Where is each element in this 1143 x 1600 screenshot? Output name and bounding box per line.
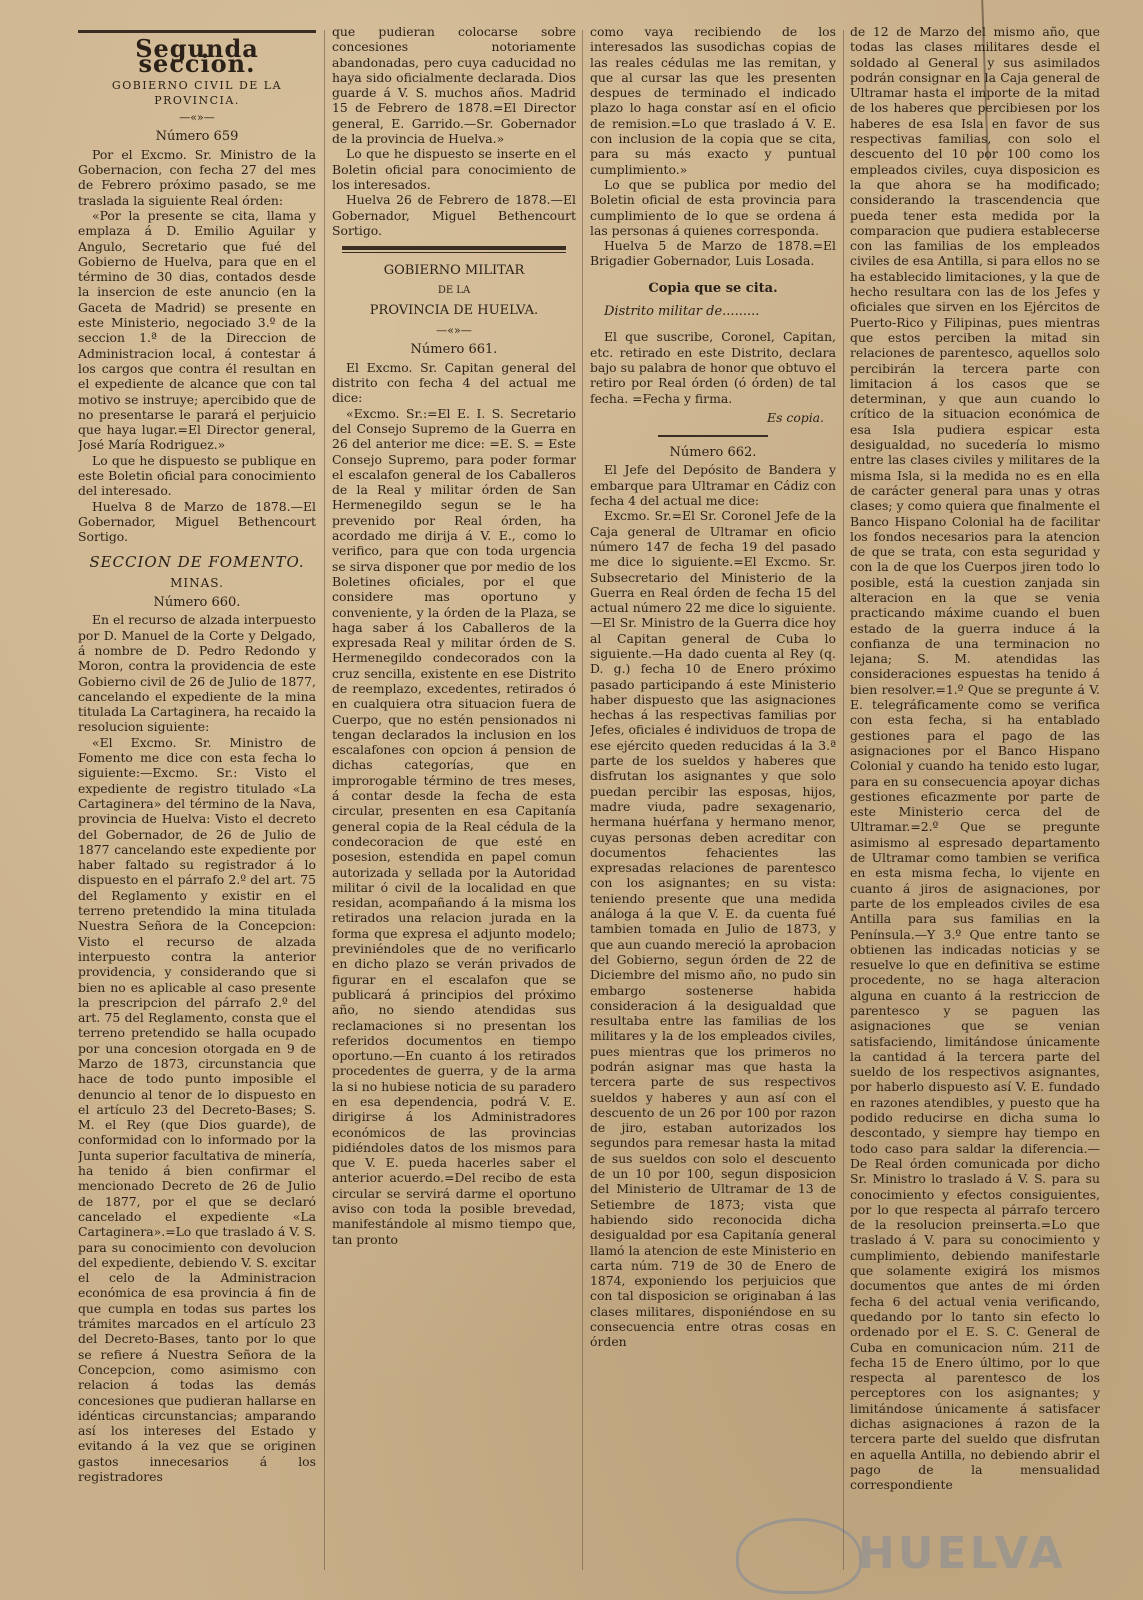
paragraph: El que suscribe, Coronel, Capitan, etc. retirado en este Distrito, declara bajo su palabra de honor que obtuvo el retiro por Real órden (ó órden) de tal fecha. =Fecha y firma. [590, 329, 836, 406]
fomento-title: SECCION DE FOMENTO. [89, 552, 305, 571]
paragraph: El Excmo. Sr. Capitan general del distrito con fecha 4 del actual me dice: [332, 359, 576, 406]
column-2 [332, 24, 576, 1584]
signature: Huelva 26 de Febrero de 1878.—El Gobernador, Miguel Bethencourt Sortigo. [332, 192, 576, 238]
paragraph: En el recurso de alzada interpuesto por D. Manuel de la Corte y Delgado, á nombre de D. Pedro Redondo y Moron, contra la providencia de este Gobierno civil de 26 de Julio de 1877, cancelando el expediente de la mina titulada La Cartaginera, ha recaido la resolucion siguiente: [78, 612, 316, 735]
ornament: —«»— [179, 111, 215, 125]
divider-rule [342, 252, 566, 253]
signature: Huelva 5 de Marzo de 1878.=El Brigadier Gobernador, Luis Losada. [590, 238, 836, 269]
paragraph: Por el Excmo. Sr. Ministro de la Gobernacion, con fecha 27 del mes de Febrero próximo pasado, se me traslada la siguiente Real órden: [78, 146, 316, 208]
newspaper-page [68, 10, 1108, 1590]
paragraph: Excmo. Sr.=El Sr. Coronel Jefe de la Caja general de Ultramar en oficio número 147 de fecha 19 del pasado me dice lo siguiente.=El Excmo. Sr. Subsecretario del Ministerio de la Guerra en Real órden de fecha 15 del actual número 22 me dice lo siguiente.—El Sr. Ministro de la Guerra dice hoy al Capitan general de Cuba lo siguiente.—Ha dado cuenta al Rey (q. D. g.) fecha 10 de Enero próximo pasado participando á este Ministerio haber dispuesto que las asignaciones hechas á las respectivas familias por Jefes, oficiales é individuos de tropa de ese ejército queden reducidas á la 3.ª parte de los sueldos y haberes que disfrutan los asignantes y que solo puedan percibir las esposas, hijos, madre viuda, padre sexagenario, hermana huérfana y hermano menor, cuyas personas deben acreditar con documentos fehacientes las expresadas relaciones de parentesco con los asignantes; en su vista: teniendo presente que una medida análoga á la que V. E. da cuenta fué tambien tomada en Julio de 1873, y que aun cuando mereció la aprobacion del Gobierno, segun órden de 22 de Diciembre del mismo año, no pudo sin embargo sostenerse habida consideracion á la desigualdad que resultaba entre las familias de los militares y la de los empleados civiles, pues mientras que los primeros no podrán asignar mas que hasta la tercera parte de sus respectivos sueldos y haberes y aun así con el descuento de un 26 por 100 por razon de jiro, estaban autorizados los segundos para remesar hasta la mitad de sus sueldos con solo el descuento de un 10 por 100, segun disposicion del Ministerio de Ultramar de 13 de Setiembre de 1873; vista que habiendo sido reconocida dicha desigualdad por esa Capitanía general llamó la atencion de este Ministerio en carta núm. 719 de 30 de Enero de 1874, exponiendo los perjuicios que con tal disposicion se originaban á las clases militares, disponiéndose en su consecuencia entre otras cosas en órden [590, 508, 836, 1350]
number-660: Número 660. [153, 595, 241, 611]
paragraph: como vaya recibiendo de los interesados las susodichas copias de las reales cédulas me las remitan, y que al cursar las que les presenten despues de terminado el indicado plazo lo haga constar así en el oficio de remision.=Lo que traslado á V. E. con inclusion de la copia que se cita, para su más exacto y puntual cumplimiento.» [590, 24, 836, 177]
gov-militar-header: GOBIERNO MILITAR [383, 263, 525, 279]
library-stamp-icon [736, 1518, 862, 1594]
column-3 [590, 24, 836, 1584]
paragraph: «Por la presente se cita, llama y emplaza á D. Emilio Aguilar y Angulo, Secretario que fué del Gobierno de Huelva, para que en el término de 30 dias, contados desde la insercion de este anuncio (en la Gaceta de Madrid) se presente en este Ministerio, negociado 3.º de la seccion 1.ª de la Direccion de Administracion local, á contestar á los cargos que contra él resultan en el expediente de alcance que con tal motivo se instruye; apercibido que de no presentarse le parará el perjuicio que haya lugar.=El Director general, José María Rodriguez.» [78, 207, 316, 453]
paragraph: El Jefe del Depósito de Bandera y embarque para Ultramar en Cádiz con fecha 4 del actual me dice: [590, 462, 836, 509]
column-4 [850, 24, 1100, 1584]
paragraph: «El Excmo. Sr. Ministro de Fomento me dice con esta fecha lo siguiente:—Excmo. Sr.: Visto el expediente de registro titulado «La Cartaginera» del término de la Nava, provincia de Huelva: Visto el decreto del Gobernador, de 26 de Julio de 1877 cancelando este expediente por haber faltado su registrador á lo dispuesto en el párrafo 2.º del art. 75 del Reglamento y existir en el terreno pretendido la mina titulada Nuestra Señora de la Concepcion: Visto el recurso de alzada interpuesto contra la anterior providencia, y considerando que si bien no es aplicable al caso presente la prescripcion del párrafo 2.º del art. 75 del Reglamento, consta que el terreno pretendido se halla ocupado por una concesion otorgada en 9 de Marzo de 1873, circunstancia que hace de todo punto imposible el denuncio al tenor de lo dispuesto en el artículo 23 del Decreto-Bases; S. M. el Rey (que Dios guarde), de conformidad con lo informado por la Junta superior facultativa de minería, ha tenido á bien confirmar el mencionado Decreto de 26 de Julio de 1877, por el que se declaró cancelado el expediente «La Cartaginera».=Lo que traslado á V. S. para su conocimiento con devolucion del expediente, debiendo V. S. excitar el celo de la Administracion económica de esa provincia á fin de que cumpla en todas sus partes los trámites marcados en el artículo 23 del Decreto-Bases, tanto por lo que se refiere á Nuestra Señora de la Concepcion, como asimismo con relacion á todas las demás concesiones que pudieran hallarse en idénticas circunstancias; amparando así los intereses del Estado y evitando á la vez que se originen gastos innecesarios á los registradores [78, 734, 316, 1485]
number-662: Número 662. [669, 445, 757, 461]
ornament: —«»— [436, 324, 472, 338]
gov-militar-header: PROVINCIA DE HUELVA. [369, 303, 539, 319]
column-divider [324, 30, 325, 1570]
column-1 [78, 24, 316, 1584]
gov-militar-header: DE LA [437, 285, 471, 297]
top-rule [78, 30, 316, 33]
column-divider [843, 30, 844, 1570]
column-divider [582, 30, 583, 1570]
divider-rule [342, 246, 566, 250]
paragraph: de 12 de Marzo del mismo año, que todas las clases militares desde el soldado al General y sus asimilados podrán consignar en la Caja general de Ultramar hasta el importe de la mitad de los haberes que percibiesen por los haberes de esa Isla en favor de sus respectivas familias, con solo el descuento del 10 por 100 como los empleados civiles, cuya disposicion es la que ahora se ha modificado; considerando la trascendencia que pueda tener esta medida por la comparacion que pudiera establecerse con las familias de los empleados civiles de esa Antilla, si para ellos no se ha establecido limitaciones, y la que de hecho resultara con las de los Jefes y oficiales que sirven en los Ejércitos de Puerto-Rico y Filipinas, pues mientras que estos perciben la mitad sin relaciones de parentesco, aquellos solo percibirán la tercera parte con limitacion á los casos que se determinan, y que aun cuando lo crítico de la situacion económica de esa Isla pudiera espicar esta desigualdad, no sucedería lo mismo entre las clases civiles y militares de la misma Isla, si la medida no es en ella de carácter general para unas y otras clases; y como quiera que finalmente el Banco Hispano Colonial ha de facilitar los fondos necesarios para la atencion de que se trata, con esta seguridad y con la de que los Cuerpos jiren todo lo posible, está la cuestion zanjada sin alteracion en la que se venia practicando máxime cuando el buen estado de la guerra induce á la confianza de una terminacion no lejana; S. M. atendidas las consideraciones espuestas ha tenido á bien resolver.=1.º Que se pregunte á V. E. telegráficamente como se verifica con esta fecha, si ha entablado gestiones para el pago de las asignaciones por el Banco Hispano Colonial y cuando ha tenido esto lugar, para en su consecuencia apoyar dichas gestiones eficazmente por parte de este Ministerio cerca del de Ultramar.=2.º Que se pregunte asimismo al espresado departamento de Ultramar como tambien se verifica en esta misma fecha, lo vijente en cuanto á jiros de asignaciones, por parte de los empleados civiles de esa Antilla para sus familias en la Península.—Y 3.º Que entre tanto se obtienen las indicadas noticias y se resuelve lo que en definitiva se estime procedente, no se haga alteracion alguna en cuanto á la restriccion de parentesco y se paguen las asignaciones que se venian satisfaciendo, limitándose únicamente la cantidad á la tercera parte del sueldo de los respectivos asignantes, por haberlo dispuesto así V. E. fundado en razones atendibles, y puesto que ha podido reducirse en dicha suma lo descontado, y siempre hay tiempo en todo caso para saldar la diferencia.—De Real órden comunicada por dicho Sr. Ministro lo traslado á V. S. para su conocimiento y efectos consiguientes, por lo que respecta al párrafo tercero de la resolucion preinserta.=Lo que traslado á V. para su conocimiento y cumplimiento, debiendo manifestarle que solamente exigirá los mismos documentos que antes de mi órden fecha 6 del actual venia verificando, quedando por lo tanto sin efecto lo ordenado por el E. S. C. General de Cuba en comunicacion núm. 211 de fecha 15 de Enero último, por lo que respecta al parentesco de los perceptores con los asignantes; y limitándose únicamente á satisfacer dichas asignaciones á razon de la tercera parte del sueldo que disfrutan en aquella Antilla, no debiendo abrir el pago de la mensualidad correspondiente [850, 24, 1100, 1493]
paragraph: que pudieran colocarse sobre concesiones notoriamente abandonadas, pero cuya caducidad no haya sido oficialmente declarada. Dios guarde á V. S. muchos años. Madrid 15 de Febrero de 1878.=El Director general, E. Garrido.—Sr. Gobernador de la provincia de Huelva.» [332, 24, 576, 147]
divider-rule [658, 435, 768, 437]
minas-header: MINAS. [170, 575, 224, 590]
paragraph: Lo que he dispuesto se publique en este Boletin oficial para conocimiento del interesado. [78, 452, 316, 499]
signature: Huelva 8 de Marzo de 1878.—El Gobernador, Miguel Bethencourt Sortigo. [78, 498, 316, 545]
section-title: Segunda seccion. [135, 34, 259, 79]
es-copia: Es copia. [767, 409, 824, 425]
paragraph: «Excmo. Sr.:=El E. I. S. Secretario del Consejo Supremo de la Guerra en 26 del anterior me dice: =E. S. = Este Consejo Supremo, para poder formar el escalafon general de los Caballeros de la Real y militar órden de San Hermenegildo segun se le ha prevenido por Real órden, ha acordado me dirija á V. E., como lo verifico, para que con toda urgencia se sirva disponer que por medio de los Boletines oficiales, por el que considere mas oportuno y conveniente, y la órden de la Plaza, se haga saber á los Caballeros de la expresada Real y militar órden de S. Hermenegildo condecorados con la cruz sencilla, existente en ese Distrito de reemplazo, excedentes, retirados ó en cualquiera otra situacion fuera de Cuerpo, que no estén pensionados ni tengan declarados la inclusion en los escalafones con opcion á pension de dichas categorías, que en improrogable término de tres meses, á contar desde la fecha de esta circular, presenten en esa Capitanía general copia de la Real cédula de la condecoracion de que esté en posesion, estendida en papel comun autorizada y sellada por la Autoridad militar ó civil de la localidad en que residan, acompañando á la misma los retirados una relacion jurada en la forma que expresa el adjunto modelo; previniéndoles que de no verificarlo en dicho plazo se verán privados de figurar en el escalafon que se publicará á principios del próximo año, no siendo atendidas sus reclamaciones si no presentan los referidos documentos en tiempo oportuno.—En cuanto á los retirados procedentes de guerra, y de la arma la si no hubiese noticia de su paradero en esa dependencia, podrá V. E. dirigirse á los Administradores económicos de las provincias pidiéndoles datos de los mismos para que V. E. pueda hacerles saber el anterior acuerdo.=Del recibo de esta circular se servirá darme el oportuno aviso con toda la posible brevedad, manifestándole al mismo tiempo que, tan pronto [332, 405, 576, 1247]
number-661: Número 661. [410, 342, 498, 358]
watermark-text: HUELVA [858, 1528, 1066, 1579]
distrito-line: Distrito militar de......... [604, 304, 760, 320]
copia-title: Copia que se cita. [648, 280, 778, 296]
paragraph: Lo que he dispuesto se inserte en el Boletin oficial para conocimiento de los interesados. [332, 146, 576, 192]
gov-civil-header: GOBIERNO CIVIL DE LA PROVINCIA. [111, 78, 283, 107]
number-659: Número 659 [155, 129, 239, 145]
paragraph: Lo que se publica por medio del Boletin oficial de esta provincia para cumplimiento de lo que se ordena á las personas á quienes corresponda. [590, 176, 836, 238]
